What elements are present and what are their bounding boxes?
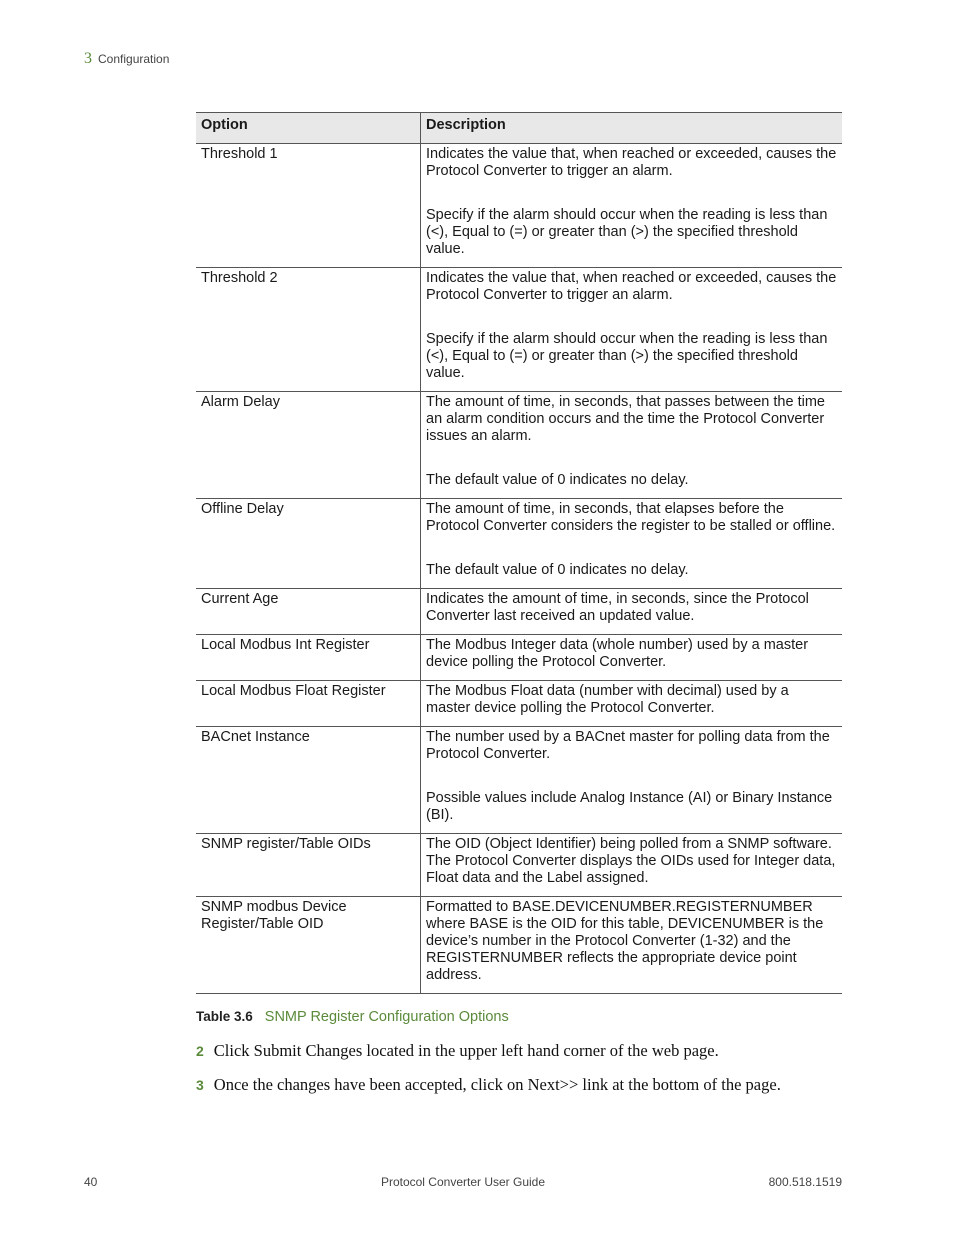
- description-paragraph: The default value of 0 indicates no delay.: [426, 472, 689, 488]
- option-cell: BACnet Instance: [196, 727, 421, 834]
- snmp-register-options-table: [196, 112, 842, 994]
- page-number: 40: [84, 1175, 98, 1189]
- option-cell: SNMP modbus Device Register/Table OID: [196, 897, 421, 994]
- description-paragraph: The OID (Object Identifier) being polled from a SNMP software. The Protocol Converter displays the OIDs used for Integer data, Float data and the Label assigned.: [426, 836, 836, 886]
- description-paragraph: The Modbus Integer data (whole number) used by a master device polling the Protocol Converter.: [426, 637, 809, 670]
- step-text: Click Submit Changes located in the upper left hand corner of the web page.: [213, 1041, 719, 1060]
- description-cell: [421, 635, 843, 681]
- table-caption: [196, 1009, 509, 1025]
- footer-phone: 800.518.1519: [768, 1175, 842, 1189]
- description-cell: [421, 834, 843, 897]
- chapter-title: Configuration: [98, 52, 170, 66]
- option-cell: Offline Delay: [196, 499, 421, 589]
- caption-title: SNMP Register Configuration Options: [264, 1009, 509, 1025]
- description-paragraph: Indicates the amount of time, in seconds, since the Protocol Converter last received an updated value.: [426, 591, 809, 624]
- table-row: [196, 589, 842, 635]
- step-text: Once the changes have been accepted, click on Next>> link at the bottom of the page.: [213, 1075, 781, 1094]
- option-cell: Threshold 1: [196, 144, 421, 268]
- option-cell: SNMP register/Table OIDs: [196, 834, 421, 897]
- description-cell: [421, 727, 843, 834]
- description-cell: [421, 897, 843, 994]
- step-3: [196, 1075, 781, 1095]
- description-paragraph: The Modbus Float data (number with decimal) used by a master device polling the Protocol Converter.: [426, 683, 789, 716]
- description-cell: [421, 681, 843, 727]
- option-cell: Current Age: [196, 589, 421, 635]
- footer-title: Protocol Converter User Guide: [380, 1175, 546, 1189]
- description-paragraph: Indicates the value that, when reached or exceeded, causes the Protocol Converter to trigger an alarm.: [426, 146, 837, 179]
- description-paragraph: The amount of time, in seconds, that elapses before the Protocol Converter considers the register to be stalled or offline.: [426, 501, 836, 534]
- column-header-option: Option: [196, 113, 421, 144]
- description-cell: [421, 268, 843, 392]
- running-header: [84, 50, 169, 68]
- table-row: [196, 144, 842, 268]
- table-row: [196, 681, 842, 727]
- table-row: [196, 392, 842, 499]
- description-paragraph: The amount of time, in seconds, that passes between the time an alarm condition occurs and the time the Protocol Converter issues an alarm.: [426, 394, 825, 444]
- description-cell: [421, 392, 843, 499]
- caption-label: Table 3.6: [196, 1009, 253, 1024]
- table-row: [196, 834, 842, 897]
- option-cell: Alarm Delay: [196, 392, 421, 499]
- table-header-row: [196, 113, 842, 144]
- option-cell: Threshold 2: [196, 268, 421, 392]
- description-cell: [421, 144, 843, 268]
- table-row: [196, 499, 842, 589]
- option-cell: Local Modbus Int Register: [196, 635, 421, 681]
- description-paragraph: Formatted to BASE.DEVICENUMBER.REGISTERNUMBER where BASE is the OID for this table, DEVICENUMBER is the device’s number in the Protocol Converter (1-32) and the REGISTERNUMBER reflects the appropriate device point address.: [426, 899, 824, 983]
- column-header-description: Description: [421, 113, 843, 144]
- table-row: [196, 268, 842, 392]
- description-paragraph: Specify if the alarm should occur when the reading is less than (<), Equal to (=) or greater than (>) the specified threshold value.: [426, 331, 828, 381]
- description-paragraph: Specify if the alarm should occur when the reading is less than (<), Equal to (=) or greater than (>) the specified threshold value.: [426, 207, 828, 257]
- step-number: 3: [196, 1077, 204, 1093]
- table-row: [196, 727, 842, 834]
- description-paragraph: Possible values include Analog Instance (AI) or Binary Instance (BI).: [426, 790, 833, 823]
- description-paragraph: The number used by a BACnet master for polling data from the Protocol Converter.: [426, 729, 830, 762]
- step-2: [196, 1041, 719, 1061]
- option-cell: Local Modbus Float Register: [196, 681, 421, 727]
- chapter-number: 3: [84, 50, 92, 67]
- step-number: 2: [196, 1043, 204, 1059]
- description-cell: [421, 499, 843, 589]
- table-row: [196, 635, 842, 681]
- description-cell: [421, 589, 843, 635]
- description-paragraph: Indicates the value that, when reached or exceeded, causes the Protocol Converter to trigger an alarm.: [426, 270, 837, 303]
- description-paragraph: The default value of 0 indicates no delay.: [426, 562, 689, 578]
- table-row: [196, 897, 842, 994]
